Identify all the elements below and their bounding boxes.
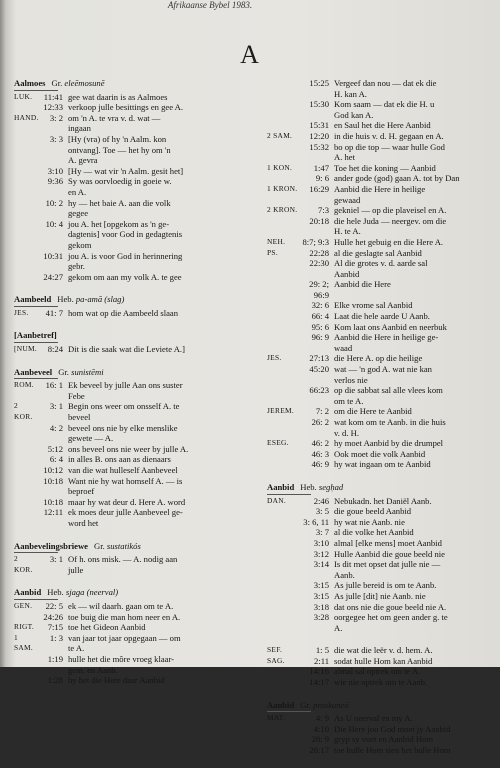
concordance-entry xyxy=(14,330,254,354)
verse-excerpt: en Saul het die Here Aanbid xyxy=(334,120,431,131)
concordance-entry xyxy=(267,78,499,470)
verse-excerpt: hy — het baie A. aan die volk gegee xyxy=(68,197,171,219)
reference-row xyxy=(267,364,499,385)
reference-row xyxy=(267,580,499,591)
reference-row xyxy=(267,406,499,417)
reference-row xyxy=(14,454,254,465)
book-name: GEN. xyxy=(14,600,33,610)
verse-excerpt: jou A. het [opgekom as 'n ge- dagtenis] voor God in gedagtenis gekom xyxy=(68,218,183,250)
verse-reference: 27:13 xyxy=(309,353,329,364)
verse-excerpt: beveel ons nie by elke menslike gewete — A. xyxy=(68,422,178,444)
verse-reference: 41: 7 xyxy=(45,307,63,318)
book-name: 2 SAM. xyxy=(267,130,293,140)
reference-row xyxy=(267,559,499,580)
book-name: 1 KON. xyxy=(267,162,293,172)
reference-row xyxy=(267,459,499,470)
verse-excerpt: Aanbid die Here in heilige gewaad xyxy=(334,183,426,205)
reference-row xyxy=(267,656,499,667)
verse-excerpt: hy moet Aanbid by die drumpel xyxy=(334,438,444,449)
verse-reference: 15:32 xyxy=(309,141,329,152)
book-name: NEH. xyxy=(267,236,286,246)
reference-row xyxy=(14,134,254,166)
verse-excerpt: die Here A. op die heilige xyxy=(334,353,423,364)
verse-reference: 9: 6 xyxy=(315,173,329,184)
verse-excerpt: ek — wil daarh. gaan om te A. xyxy=(68,600,174,611)
verse-reference: 14:16 xyxy=(309,666,329,677)
reference-row xyxy=(267,677,499,688)
book-name: SEF. xyxy=(267,645,283,655)
reference-row xyxy=(267,248,499,259)
concordance-entry xyxy=(14,294,254,318)
verse-excerpt: toe hulle Hom sien het hulle Hom xyxy=(334,745,451,756)
verse-excerpt: Is dit met opset dat julle nie — Aanb. xyxy=(334,559,441,580)
heading-rule xyxy=(14,306,58,307)
verse-reference: 22:30 xyxy=(309,258,329,269)
verse-excerpt: hy het die Here daar Aanbid xyxy=(68,675,165,686)
verse-excerpt: Want nie hy wat homself A. — is beproef xyxy=(68,475,183,497)
verse-excerpt: sodat hulle Hom kan Aanbid xyxy=(334,655,433,666)
concordance-entry xyxy=(14,541,254,576)
verse-excerpt: van die wat hulleself Aanbeveel xyxy=(68,465,178,475)
verse-excerpt: Aanbid die Here xyxy=(334,279,391,290)
verse-excerpt: Sy was oorvloedig in goeie w. en A. xyxy=(68,176,172,197)
verse-excerpt: wat kom om te Aanb. in die huis v. d. H. xyxy=(334,417,446,438)
verse-reference: 3:10 xyxy=(47,165,63,176)
reference-row xyxy=(14,465,254,476)
verse-reference: 95: 6 xyxy=(311,321,329,332)
reference-row xyxy=(267,645,499,656)
book-name: 1 KRON. xyxy=(267,183,298,193)
verse-reference: 10:18 xyxy=(43,475,63,486)
running-title: Afrikaanse Bybel 1983. xyxy=(167,0,253,10)
verse-excerpt: gryp sy voet en Aanbid Hom xyxy=(334,734,434,745)
concordance-entry xyxy=(267,700,499,756)
entry-heading xyxy=(14,294,254,305)
entry-transliteration: eleēmosunē xyxy=(64,78,105,88)
verse-excerpt: ander gode (god) gaan A. tot by Dan xyxy=(334,173,460,184)
verse-excerpt: [Hy — wat vir 'n Aalm. gesit het] xyxy=(68,165,184,176)
reference-row xyxy=(14,675,254,686)
book-name: 2 KOR. xyxy=(14,401,33,422)
verse-excerpt: hom wat op die Aambeeld slaan xyxy=(68,307,179,318)
reference-row xyxy=(267,506,499,517)
verse-reference: 6: 4 xyxy=(49,454,63,465)
reference-row xyxy=(14,507,254,528)
verse-reference: 15:31 xyxy=(309,120,329,131)
reference-row xyxy=(267,279,499,300)
verse-excerpt: op die sabbat sal alle vlees kom om te A. xyxy=(334,385,443,406)
verse-reference: 1: 5 xyxy=(315,645,329,656)
reference-row xyxy=(267,438,499,449)
verse-reference: 96: 9 xyxy=(311,332,329,343)
book-name: ROM. xyxy=(14,380,34,390)
verse-excerpt: wat — 'n god A. wat nie kan verlos nie xyxy=(334,364,432,385)
verse-reference: 29: 2; 96:9 xyxy=(309,279,329,300)
verse-reference: 46: 9 xyxy=(311,459,329,470)
concordance-entry xyxy=(267,645,499,687)
heading-rule xyxy=(267,494,311,495)
verse-excerpt: Kom saam — dat ek die H. u God kan A. xyxy=(334,99,435,120)
verse-reference: 3: 2 xyxy=(49,112,63,123)
verse-excerpt: hulle het die môre vroeg klaar- gem. en Aanb. xyxy=(68,653,175,675)
verse-reference: 4: 2 xyxy=(49,422,63,433)
entry-transliteration: proskuneō xyxy=(313,699,349,710)
reference-row xyxy=(267,713,499,724)
verse-reference: 66: 4 xyxy=(311,311,329,322)
verse-excerpt: As julle bereid is om te Aanb. xyxy=(334,580,437,591)
verse-excerpt: As julle [dit] nie Aanb. nie xyxy=(334,590,426,601)
entry-transliteration: sjaga (neerval) xyxy=(65,587,119,598)
entry-heading xyxy=(14,330,254,341)
entry-language: Gr. xyxy=(51,78,63,88)
reference-row xyxy=(14,113,254,134)
verse-reference: 1:19 xyxy=(47,653,63,664)
verse-excerpt: al die volke het Aanbid xyxy=(334,527,414,538)
verse-excerpt: almal sal optrek om te A. xyxy=(334,666,421,677)
verse-reference: 20:18 xyxy=(309,215,329,226)
verse-reference: 3: 6, 11 xyxy=(303,516,329,527)
verse-excerpt: As U neerval en my A. xyxy=(334,713,413,724)
entry-headword: [Aanbetref] xyxy=(14,330,57,341)
verse-excerpt: bo op die top — waar hulle God A. het xyxy=(334,141,445,163)
reference-row xyxy=(267,322,499,333)
entry-headword: Aambeeld xyxy=(14,294,52,305)
verse-reference: 3:28 xyxy=(313,612,329,623)
reference-row xyxy=(14,198,254,219)
entry-heading xyxy=(14,367,254,378)
verse-reference: 1:28 xyxy=(47,675,63,686)
entry-heading xyxy=(14,541,254,552)
reference-row xyxy=(14,102,254,113)
reference-row xyxy=(267,449,499,460)
reference-row xyxy=(14,272,254,283)
verse-reference: 12:33 xyxy=(43,102,63,113)
reference-row xyxy=(14,476,254,497)
entry-headword: Aanbevelingsbriewe xyxy=(14,540,88,551)
heading-rule xyxy=(267,711,311,712)
reference-row xyxy=(267,300,499,311)
verse-excerpt: almal [elke mens] moet Aanbid xyxy=(334,537,442,548)
verse-excerpt: gekniel — op die plaveisel en A. xyxy=(334,205,447,216)
verse-reference: 3:14 xyxy=(313,559,329,570)
verse-excerpt: Elke vrome sal Aanbid xyxy=(334,300,413,311)
reference-row xyxy=(267,602,499,613)
verse-reference: 2:46 xyxy=(313,495,329,506)
entry-language: Heb. xyxy=(47,587,64,598)
verse-excerpt: [Hy (vra) of hy 'n Aalm. kon ontvang]. Toe — het hy om 'n A. gevra xyxy=(68,133,171,166)
reference-row xyxy=(267,332,499,353)
verse-excerpt: wie nie optrek om te Aanb. xyxy=(334,677,428,688)
verse-reference: 3: 1 xyxy=(49,554,63,565)
reference-row xyxy=(267,99,499,120)
reference-row xyxy=(14,308,254,319)
reference-row xyxy=(14,423,254,444)
verse-excerpt: Hulle Aanbid die goue beeld nie xyxy=(334,548,445,559)
verse-reference: 3:12 xyxy=(313,548,329,559)
verse-reference: 8:7; 9:3 xyxy=(302,236,329,247)
verse-reference: 3: 7 xyxy=(315,527,329,538)
verse-reference: 12:11 xyxy=(43,507,63,518)
verse-reference: 7:3 xyxy=(318,205,329,216)
reference-row xyxy=(267,666,499,677)
verse-excerpt: Begin ons weer om onsself A. te beveel xyxy=(68,401,180,423)
concordance-entry xyxy=(267,482,499,633)
reference-row xyxy=(267,591,499,602)
book-name: DAN. xyxy=(267,495,287,505)
verse-excerpt: van jaar tot jaar opgegaan — om te A. xyxy=(68,632,181,654)
entry-headword: Aalmoes xyxy=(14,78,46,88)
reference-row xyxy=(267,517,499,528)
reference-row xyxy=(14,401,254,422)
verse-reference: 3:15 xyxy=(313,580,329,591)
verse-reference: 2:11 xyxy=(314,655,329,666)
reference-row xyxy=(14,601,254,612)
reference-row xyxy=(267,538,499,549)
entry-headword: Aanbid xyxy=(267,699,295,710)
verse-reference: 10: 2 xyxy=(45,197,63,208)
verse-reference: 28: 9 xyxy=(311,734,329,745)
heading-rule xyxy=(14,552,58,553)
verse-excerpt: Ek beveel by julle Aan ons suster Febe xyxy=(68,380,183,401)
book-name: HAND. xyxy=(14,112,39,122)
concordance-entry xyxy=(14,367,254,529)
reference-row xyxy=(14,654,254,675)
heading-rule xyxy=(14,342,58,343)
verse-excerpt: gekom om aan my volk A. te gee xyxy=(68,271,182,282)
left-column xyxy=(14,78,254,698)
verse-reference: 1: 3 xyxy=(49,632,63,643)
book-name: 1 SAM. xyxy=(14,632,34,653)
reference-row xyxy=(267,205,499,216)
verse-reference: 46: 2 xyxy=(311,438,329,449)
reference-row xyxy=(267,173,499,184)
entry-transliteration: sunistēmi xyxy=(71,366,104,377)
entry-transliteration: pa-amā (slag) xyxy=(75,294,125,305)
verse-excerpt: die hele Juda — neergev. om die H. te A. xyxy=(334,215,447,237)
reference-row xyxy=(267,417,499,438)
verse-reference: 28:17 xyxy=(309,745,329,756)
verse-excerpt: toe het Gideon Aanbid xyxy=(68,622,146,633)
heading-rule xyxy=(14,378,58,379)
verse-reference: 46: 3 xyxy=(311,448,329,459)
verse-excerpt: Toe het die koning — Aanbid xyxy=(334,162,436,173)
verse-reference: 7:15 xyxy=(47,622,63,633)
entry-headword: Aanbeveel xyxy=(14,366,53,377)
verse-excerpt: Ook moet die volk Aanbid xyxy=(334,448,426,459)
verse-reference: 26: 2 xyxy=(311,417,329,427)
heading-rule xyxy=(14,90,58,91)
entry-transliteration: sustatikós xyxy=(106,540,141,551)
book-name: [NUM. xyxy=(14,344,38,354)
verse-reference: 4:10 xyxy=(313,723,329,734)
verse-reference: 3:15 xyxy=(313,590,329,601)
reference-row xyxy=(267,724,499,735)
book-name: JES. xyxy=(267,353,282,363)
verse-excerpt: om die Here te Aanbid xyxy=(334,406,412,417)
reference-row xyxy=(267,385,499,406)
book-name: 2 KRON. xyxy=(267,205,298,215)
verse-reference: 16: 1 xyxy=(45,380,63,391)
concordance-entry xyxy=(14,78,254,282)
verse-excerpt: oorgegee het om geen ander g. te A. xyxy=(334,612,448,633)
reference-row xyxy=(14,380,254,401)
verse-excerpt: Die Here jou God moet jy Aanbid xyxy=(334,723,451,734)
verse-reference: 3: 3 xyxy=(49,133,63,144)
reference-row xyxy=(14,554,254,575)
verse-reference: 7: 2 xyxy=(315,406,329,417)
verse-reference: 10: 4 xyxy=(45,218,63,229)
entry-heading xyxy=(267,700,499,711)
verse-excerpt: Nebukadn. het Daniël Aanb. xyxy=(334,495,432,506)
reference-row xyxy=(14,92,254,103)
section-letter: A xyxy=(240,40,260,69)
verse-reference: 11:41 xyxy=(43,91,63,102)
entry-heading xyxy=(14,587,254,598)
reference-row xyxy=(267,734,499,745)
verse-reference: 24:27 xyxy=(43,271,63,282)
verse-reference: 12:20 xyxy=(309,130,329,141)
verse-reference: 22: 5 xyxy=(45,600,63,611)
heading-rule xyxy=(14,599,58,600)
book-name: LUK. xyxy=(14,91,33,101)
reference-row xyxy=(267,184,499,205)
entry-language: Gr. xyxy=(58,366,69,377)
entry-headword: Aanbid xyxy=(14,587,42,598)
verse-excerpt: toe buig die man hom neer en A. xyxy=(68,611,181,622)
verse-reference: 24:26 xyxy=(43,611,63,622)
verse-excerpt: maar hy wat deur d. Here A. word xyxy=(68,496,186,507)
right-column xyxy=(267,78,499,768)
verse-excerpt: in alles B. ons aan as dienaars xyxy=(68,454,171,465)
reference-row xyxy=(14,612,254,623)
verse-reference: 9:36 xyxy=(47,176,63,187)
book-name: PS. xyxy=(267,247,278,257)
verse-reference: 1:47 xyxy=(313,162,329,173)
reference-row xyxy=(267,612,499,633)
verse-excerpt: al die geslagte sal Aanbid xyxy=(334,247,422,258)
reference-row xyxy=(14,633,254,654)
verse-reference: 15:25 xyxy=(309,78,329,88)
reference-row xyxy=(267,527,499,538)
reference-row xyxy=(14,251,254,272)
reference-row xyxy=(14,176,254,197)
reference-row xyxy=(14,344,254,355)
verse-reference: 32: 6 xyxy=(311,300,329,311)
verse-excerpt: die wat die leër v. d. hem. A. xyxy=(334,645,433,656)
verse-excerpt: Hulle het gebuig en die Here A. xyxy=(334,236,444,247)
verse-excerpt: hy wat ingaan om te Aanbid xyxy=(334,459,431,470)
verse-excerpt: gee wat daarin is as Aalmoes xyxy=(68,91,168,102)
verse-reference: 16:29 xyxy=(309,183,329,194)
verse-reference: 3: 5 xyxy=(315,506,329,517)
reference-row xyxy=(267,142,499,163)
book-name: JEREM. xyxy=(267,406,295,416)
reference-row xyxy=(14,444,254,455)
verse-reference: 66:23 xyxy=(309,385,329,396)
verse-excerpt: om 'n A. te vra v. d. wat — ingaan xyxy=(68,112,161,134)
reference-row xyxy=(267,237,499,248)
verse-excerpt: ons beveel ons nie weer by julle A. xyxy=(68,443,189,454)
verse-excerpt: die goue beeld Aanbid xyxy=(334,506,412,517)
verse-reference: 3:10 xyxy=(313,537,329,548)
entry-language: Heb. xyxy=(300,481,317,492)
verse-reference: 3: 1 xyxy=(49,401,63,412)
book-name: ESEG. xyxy=(267,438,289,448)
reference-row xyxy=(14,622,254,633)
verse-excerpt: verkoop julle besittings en gee A. xyxy=(68,102,184,113)
verse-reference: 10:12 xyxy=(43,465,63,475)
verse-excerpt: Dit is die saak wat die Leviete A.] xyxy=(68,344,185,355)
entry-transliteration: segḥad xyxy=(318,481,344,492)
reference-row xyxy=(267,353,499,364)
verse-excerpt: jou A. is voor God in herinnering gebr. xyxy=(68,250,183,272)
entry-language: Gr. xyxy=(94,540,105,551)
concordance-entry xyxy=(14,587,254,685)
reference-row xyxy=(267,258,499,279)
verse-reference: 45:20 xyxy=(309,364,329,375)
entry-heading xyxy=(267,482,499,493)
book-name: SAG. xyxy=(267,655,285,665)
verse-excerpt: Of h. ons misk. — A. nodig aan julle xyxy=(68,554,178,575)
verse-excerpt: Laat die hele aarde U Aanb. xyxy=(334,311,430,322)
reference-row xyxy=(267,311,499,322)
reference-row xyxy=(14,497,254,508)
verse-excerpt: in die huis v. d. H. gegaan en A. xyxy=(334,130,444,141)
entry-headword: Aanbid xyxy=(267,481,295,492)
verse-reference: 8:24 xyxy=(47,344,63,355)
verse-excerpt: dat ons nie die goue beeld nie A. xyxy=(334,601,447,612)
reference-row xyxy=(267,549,499,560)
verse-reference: 3:18 xyxy=(313,601,329,612)
entry-language: Gr. xyxy=(300,699,311,710)
verse-reference: 14:17 xyxy=(309,677,329,688)
verse-excerpt: ek moes deur julle Aanbeveel ge- word het xyxy=(68,507,183,528)
reference-row xyxy=(14,219,254,251)
reference-row xyxy=(267,163,499,174)
reference-row xyxy=(14,166,254,177)
reference-row xyxy=(267,78,499,99)
verse-reference: 10:18 xyxy=(43,496,63,507)
reference-row xyxy=(267,496,499,507)
entry-language: Heb. xyxy=(57,294,74,305)
book-name: MAT. xyxy=(267,713,286,723)
book-name: JES. xyxy=(14,307,29,317)
verse-reference: 22:28 xyxy=(309,247,329,258)
verse-reference: 5:12 xyxy=(47,443,63,454)
verse-reference: 4: 9 xyxy=(315,713,329,724)
book-name: 2 KOR. xyxy=(14,554,33,574)
verse-reference: 10:31 xyxy=(43,250,63,261)
verse-excerpt: Kom laat ons Aanbid en neerbuk xyxy=(334,321,447,332)
reference-row xyxy=(267,131,499,142)
verse-excerpt: Aanbid die Here in heilige ge- waad xyxy=(334,332,439,353)
reference-row xyxy=(267,216,499,237)
reference-row xyxy=(267,120,499,131)
book-name: RIGT. xyxy=(14,622,35,632)
verse-excerpt: Al die grotes v. d. aarde sal Aanbid xyxy=(334,258,428,279)
entry-heading xyxy=(14,78,254,89)
verse-excerpt: Vergeef dan nou — dat ek die H. kan A. xyxy=(334,78,437,99)
reference-row xyxy=(267,745,499,756)
verse-reference: 15:30 xyxy=(309,99,329,110)
verse-excerpt: hy wat nie Aanb. nie xyxy=(334,516,405,527)
